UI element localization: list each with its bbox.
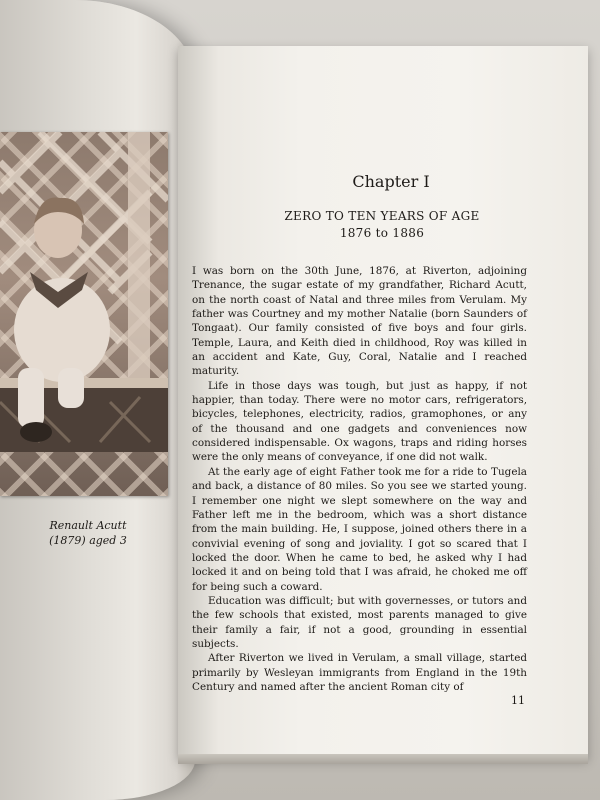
paragraph: Education was difficult; but with governesses, or tutors and the few schools that existed, most parents managed to give their family a fair, if not a good, grounding in essential subjects. (192, 594, 527, 650)
chapter-heading: ZERO TO TEN YEARS OF AGE (284, 209, 480, 223)
paragraph: I was born on the 30th June, 1876, at Riverton, adjoining Trenance, the sugar estate of my grandfather, Richard Acutt, on the north coast of Natal and three miles from Verulam. My father was Courtney and my mother Natalie (born Saunders of Tongaat). Our family consisted of five boys and four girls. Temple, Laura, and Keith died in childhood, Roy was killed in an accident and Kate, Guy, Coral, Natalie and I reached maturity. (192, 265, 527, 378)
paragraph: After Riverton we lived in Verulam, a small village, started primarily by Wesleyan immigrants from England in the 19th Century and named after the ancient Roman city of (192, 652, 527, 693)
page-number: 11 (511, 694, 525, 707)
caption-name: Renault Acutt (49, 519, 127, 532)
caption-date: (1879) aged 3 (49, 534, 127, 547)
photo-caption (18, 518, 158, 548)
body-text (192, 264, 527, 694)
chapter-heading-block (232, 208, 532, 242)
child-portrait-photo (0, 132, 168, 496)
portrait-illustration (0, 132, 168, 496)
page-edge (178, 754, 588, 764)
paragraph: Life in those days was tough, but just as happy, if not happier, than today. There were no motor cars, refrigerators, bicycles, telephones, electricity, radios, gramophones, or any of the thousand and one gadgets and conveniences now considered indispensable. Ox wagons, traps and riding horses were the only means of conveyance, if one did not walk. (192, 379, 527, 464)
paragraph: At the early age of eight Father took me for a ride to Tugela and back, a distance of 80 miles. So you see we started young. I remember one night we slept somewhere on the way and Father left me in the bedroom, which was a short distance from the main building. He, I suppose, joined others there in a convivial evening of song and joviality. I got so scared that I locked the door. When he came to bed, he asked why I had locked it and on being told that I was afraid, he choked me off for being such a coward. (192, 465, 527, 593)
chapter-title: Chapter I (352, 172, 430, 191)
chapter-years: 1876 to 1886 (339, 226, 425, 240)
